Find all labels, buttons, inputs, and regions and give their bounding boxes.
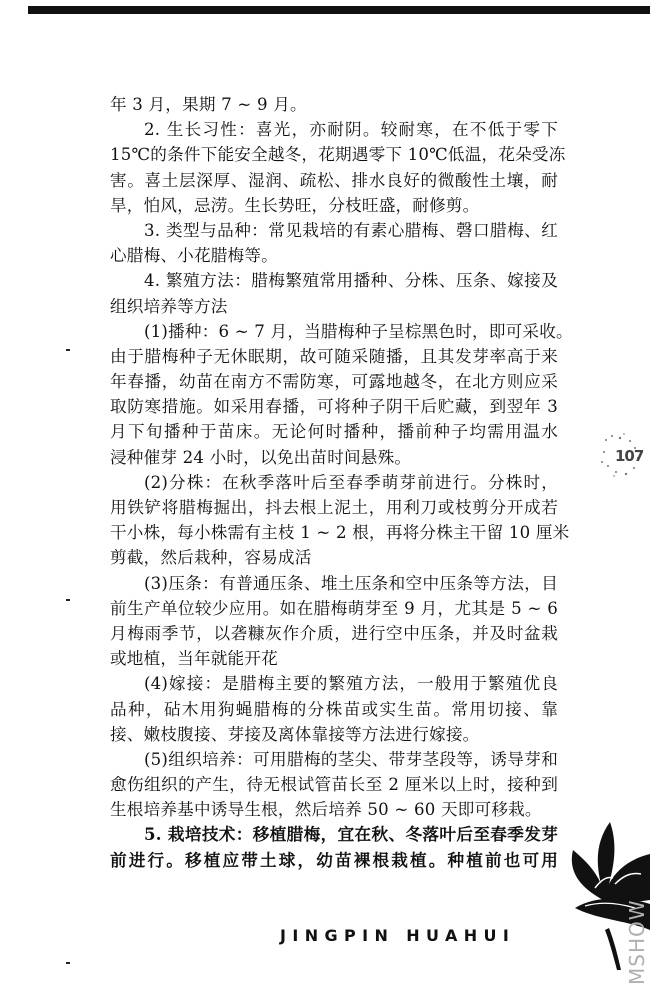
text-line: (5)组织培养：可用腊梅的茎尖、带芽茎段等，诱导芽和 <box>144 749 558 769</box>
text-line: (4)嫁接：是腊梅主要的繁殖方法，一般用于繁殖优良 <box>144 674 558 694</box>
text-line: 月梅雨季节，以砻糠灰作介质，进行空中压条，并及时盆栽 <box>110 623 558 643</box>
text-line: 由于腊梅种子无休眠期，故可随采随播，且其发芽率高于来 <box>110 346 558 366</box>
watermark: MSHOW <box>625 899 649 985</box>
margin-tick <box>66 599 70 601</box>
running-footer: JINGPIN HUAHUI <box>280 926 516 945</box>
margin-tick <box>66 349 70 351</box>
text-line: 浸种催芽 24 小时，以免出苗时间悬殊。 <box>110 447 412 467</box>
text-line: 愈伤组织的产生，待无根试管苗长至 2 厘米以上时，接种到 <box>110 775 558 795</box>
text-line: 15℃的条件下能安全越冬，花期遇零下 10℃低温，花朵受冻 <box>110 145 566 165</box>
text-line: 组织培养等方法 <box>110 296 228 316</box>
text-line: 年春播，幼苗在南方不需防寒，可露地越冬，在北方则应采 <box>110 372 558 392</box>
text-line: 干小株，每小株需有主枝 1 ~ 2 根，再将分株主干留 10 厘米 <box>110 523 570 543</box>
text-line: (3)压条：有普通压条、堆土压条和空中压条等方法，目 <box>144 573 558 593</box>
text-line: 4. 繁殖方法：腊梅繁殖常用播种、分株、压条、嫁接及 <box>144 271 558 291</box>
text-line: 前生产单位较少应用。如在腊梅萌芽至 9 月，尤其是 5 ~ 6 <box>110 598 558 618</box>
margin-tick <box>66 962 70 964</box>
text-line: 害。喜土层深厚、湿润、疏松、排水良好的微酸性土壤，耐 <box>110 170 558 190</box>
text-line: 用铁铲将腊梅掘出，抖去根上泥土，用利刀或枝剪分开成若 <box>110 498 558 517</box>
text-line: 前进行。移植应带土球，幼苗裸根栽植。种植前也可用 <box>110 849 558 870</box>
text-line: 年 3 月，果期 7 ~ 9 月。 <box>110 95 307 114</box>
text-line: (2)分株：在秋季落叶后至春季萌芽前进行。分株时， <box>144 472 558 492</box>
text-line: 心腊梅、小花腊梅等。 <box>110 246 278 266</box>
text-line: 旱，怕风，忌涝。生长势旺，分枝旺盛，耐修剪。 <box>110 195 480 215</box>
text-line: 接、嫩枝腹接、芽接及离体靠接等方法进行嫁接。 <box>110 724 480 744</box>
text-line: 生根培养基中诱导生根，然后培养 50 ~ 60 天即可移栽。 <box>110 800 542 820</box>
text-line: 2. 生长习性：喜光，亦耐阴。较耐寒，在不低于零下 <box>144 120 558 140</box>
text-line: 3. 类型与品种：常见栽培的有素心腊梅、磬口腊梅、红 <box>144 220 558 240</box>
text-line: (1)播种：6 ~ 7 月，当腊梅种子呈棕黑色时，即可采收。 <box>144 321 573 341</box>
top-rule <box>28 6 650 14</box>
page-number: 107 <box>615 447 644 465</box>
text-line: 取防寒措施。如采用春播，可将种子阴干后贮藏，到翌年 3 <box>110 397 558 417</box>
text-line: 或地植，当年就能开花 <box>110 649 278 669</box>
text-line: 剪截，然后栽种，容易成活 <box>110 548 312 568</box>
text-line: 5. 栽培技术：移植腊梅，宜在秋、冬落叶后至春季发芽 <box>144 824 558 845</box>
text-line: 月下旬播种于苗床。无论何时播种，播前种子均需用温水 <box>110 422 558 442</box>
body-text <box>110 92 573 873</box>
text-line: 品种，砧木用狗蝇腊梅的分株苗或实生苗。常用切接、靠 <box>110 699 558 719</box>
